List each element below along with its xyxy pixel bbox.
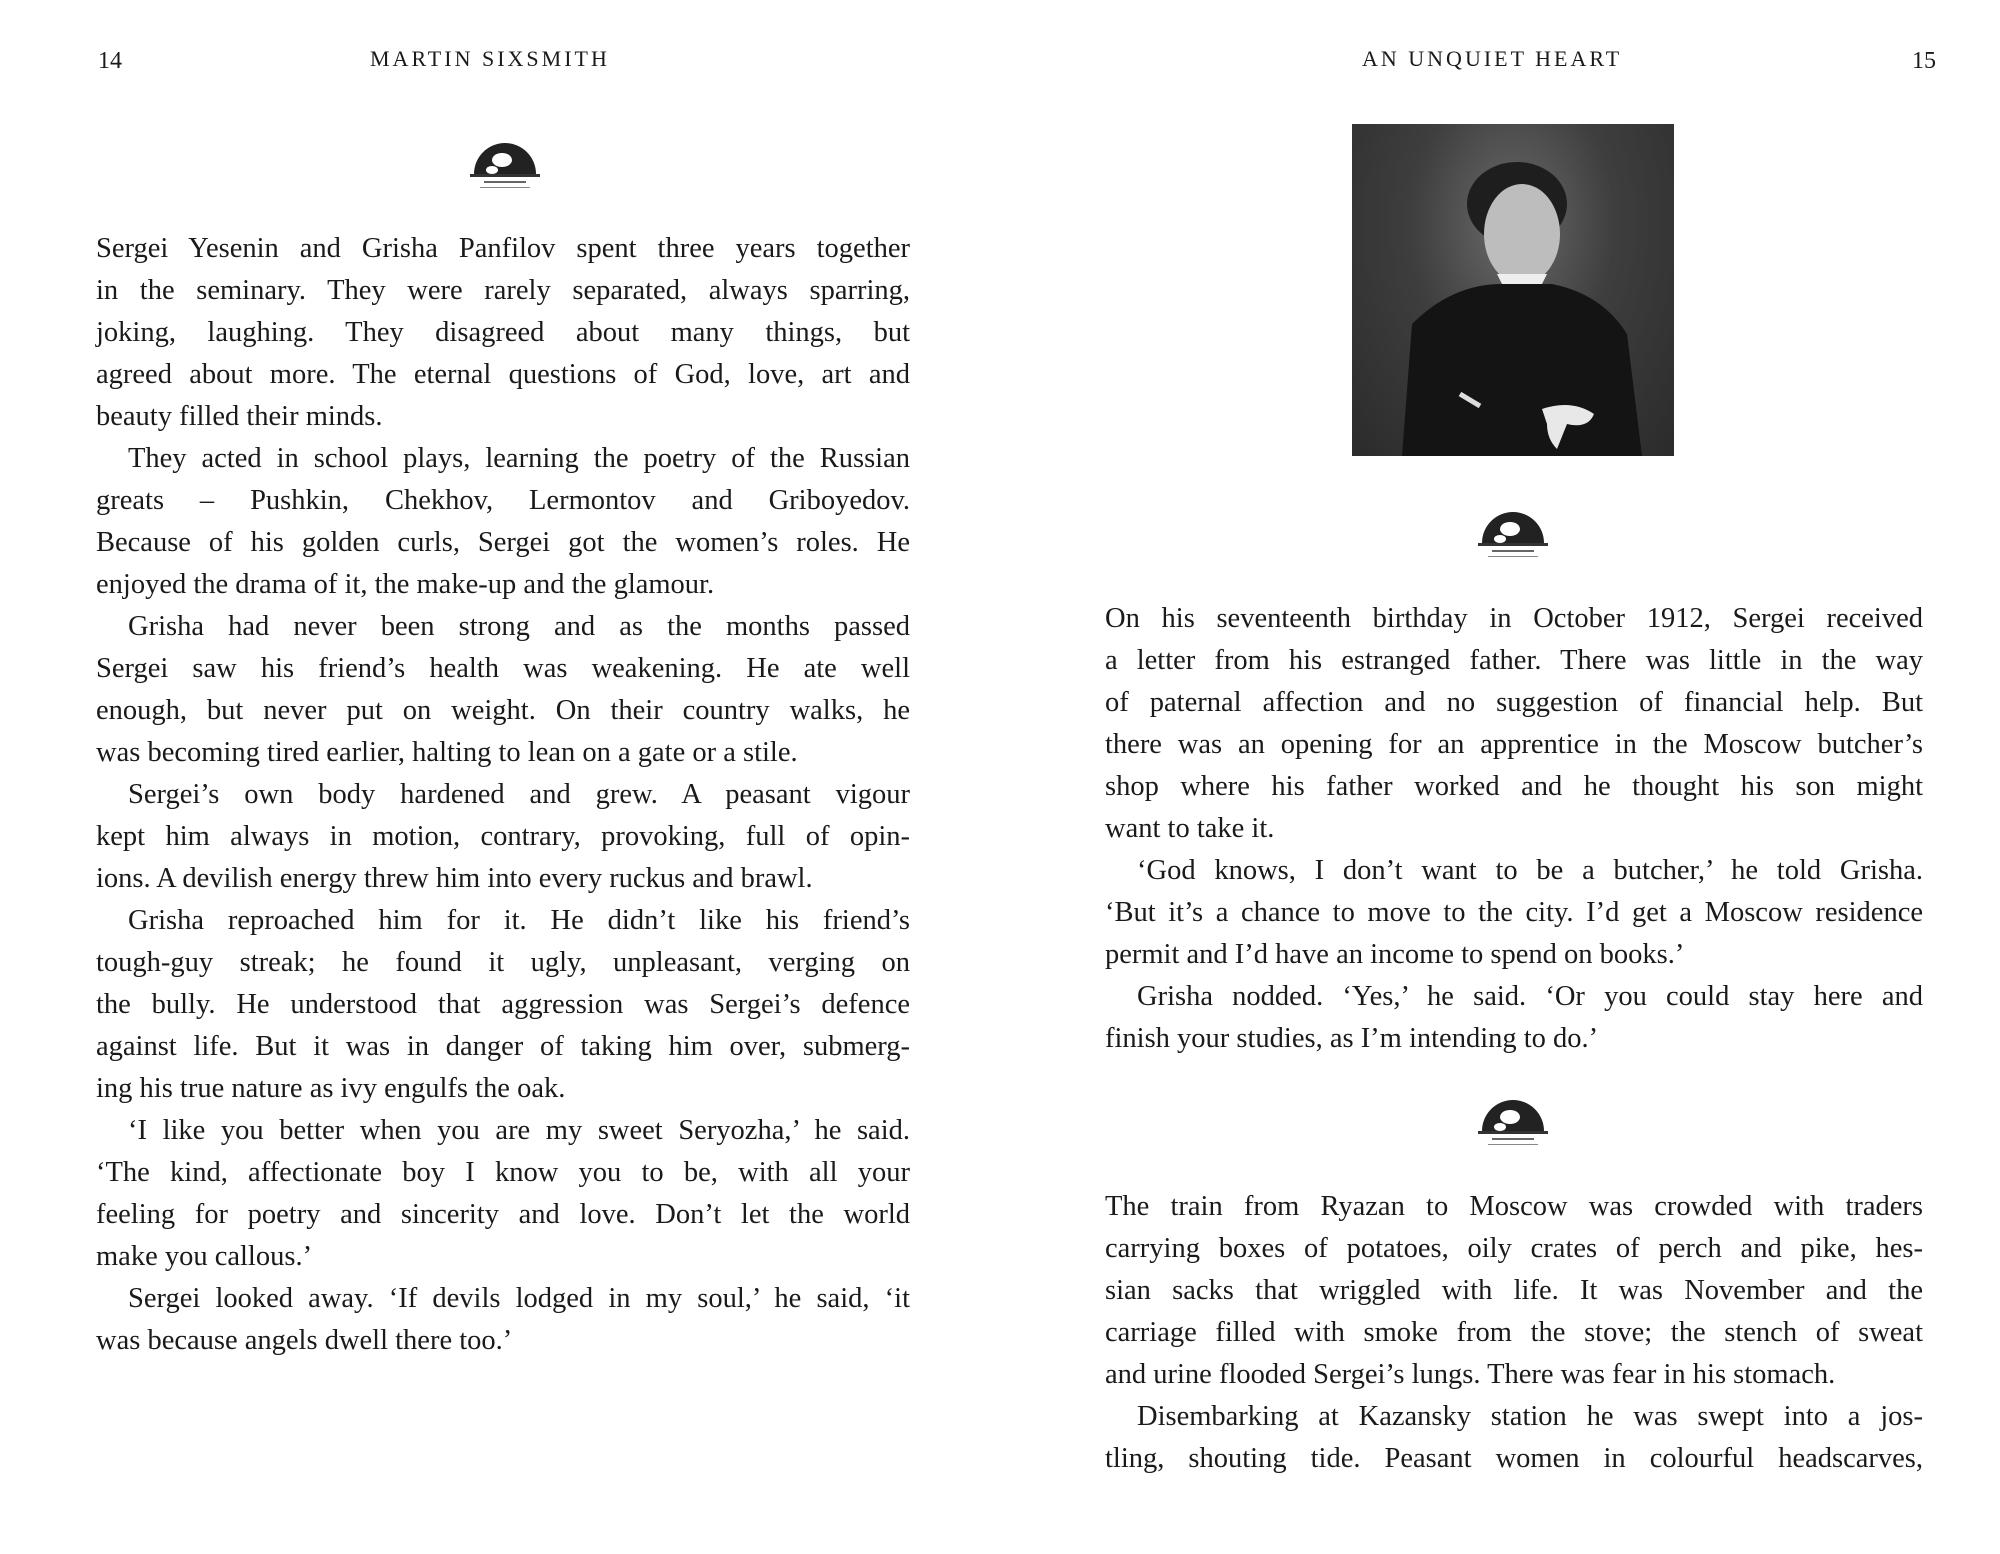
text-line: Sergei’s own body hardened and grew. A peasant vigour: [128, 779, 910, 810]
page-number: 15: [1912, 48, 1936, 74]
section-ornament-icon: [1476, 508, 1550, 562]
paragraph: [1105, 976, 1923, 1060]
text-line: kept him always in motion, contrary, provoking, full of opin-: [96, 821, 910, 852]
text-line: carrying boxes of potatoes, oily crates of perch and pike, hes-: [1105, 1233, 1923, 1264]
text-line: shop where his father worked and he thought his son might: [1105, 771, 1923, 802]
text-line: Sergei saw his friend’s health was weakening. He ate well: [96, 653, 910, 684]
page-number: 14: [98, 48, 122, 74]
text-line: the bully. He understood that aggression was Sergei’s defence: [96, 989, 910, 1020]
section-ornament-icon: [1476, 1096, 1550, 1150]
right-body-text-1: [1105, 598, 1923, 1060]
text-line: The train from Ryazan to Moscow was crowded with traders: [1105, 1191, 1923, 1222]
paragraph: [1105, 850, 1923, 976]
paragraph: [1105, 598, 1923, 850]
text-line: was becoming tired earlier, halting to lean on a gate or a stile.: [96, 737, 798, 768]
right-body-text-2: [1105, 1186, 1923, 1480]
portrait-photo: [1352, 124, 1674, 456]
text-line: greats – Pushkin, Chekhov, Lermontov and Griboyedov.: [96, 485, 910, 516]
text-line: Grisha reproached him for it. He didn’t like his friend’s: [128, 905, 910, 936]
text-line: ‘But it’s a chance to move to the city. I’d get a Moscow residence: [1105, 897, 1923, 928]
text-line: tough-guy streak; he found it ugly, unpleasant, verging on: [96, 947, 910, 978]
text-line: Because of his golden curls, Sergei got the women’s roles. He: [96, 527, 910, 558]
paragraph: [96, 438, 910, 606]
text-line: ions. A devilish energy threw him into every ruckus and brawl.: [96, 863, 813, 894]
text-line: sian sacks that wriggled with life. It was November and the: [1105, 1275, 1923, 1306]
text-line: ‘The kind, affectionate boy I know you to be, with all your: [96, 1157, 910, 1188]
paragraph: [96, 1110, 910, 1278]
left-body-text: [96, 228, 910, 1362]
portrait-image-icon: [1352, 124, 1674, 456]
text-line: Sergei Yesenin and Grisha Panfilov spent three years together: [96, 233, 910, 264]
text-line: On his seventeenth birthday in October 1912, Sergei received: [1105, 603, 1923, 634]
text-line: enjoyed the drama of it, the make-up and the glamour.: [96, 569, 715, 600]
text-line: finish your studies, as I’m intending to do.’: [1105, 1023, 1599, 1054]
text-line: was because angels dwell there too.’: [96, 1325, 513, 1356]
text-line: Grisha nodded. ‘Yes,’ he said. ‘Or you could stay here and: [1137, 981, 1923, 1012]
text-line: ‘God knows, I don’t want to be a butcher,’ he told Grisha.: [1137, 855, 1923, 886]
paragraph: [96, 606, 910, 774]
paragraph: [96, 774, 910, 900]
text-line: there was an opening for an apprentice in the Moscow butcher’s: [1105, 729, 1923, 760]
paragraph: [1105, 1186, 1923, 1396]
text-line: Disembarking at Kazansky station he was swept into a jos-: [1137, 1401, 1923, 1432]
text-line: a letter from his estranged father. There was little in the way: [1105, 645, 1923, 676]
text-line: agreed about more. The eternal questions of God, love, art and: [96, 359, 910, 390]
text-line: of paternal affection and no suggestion of financial help. But: [1105, 687, 1923, 718]
text-line: in the seminary. They were rarely separated, always sparring,: [96, 275, 910, 306]
text-line: ing his true nature as ivy engulfs the oak.: [96, 1073, 566, 1104]
running-head: AN UNQUIET HEART: [1362, 46, 1623, 71]
text-line: joking, laughing. They disagreed about many things, but: [96, 317, 910, 348]
text-line: and urine flooded Sergei’s lungs. There was fear in his stomach.: [1105, 1359, 1836, 1390]
text-line: They acted in school plays, learning the poetry of the Russian: [128, 443, 910, 474]
text-line: tling, shouting tide. Peasant women in colourful headscarves,: [1105, 1443, 1923, 1474]
text-line: feeling for poetry and sincerity and love. Don’t let the world: [96, 1199, 910, 1230]
paragraph: [96, 228, 910, 438]
paragraph: [1105, 1396, 1923, 1480]
text-line: permit and I’d have an income to spend on books.’: [1105, 939, 1685, 970]
text-line: make you callous.’: [96, 1241, 313, 1272]
paragraph: [96, 900, 910, 1110]
text-line: against life. But it was in danger of taking him over, submerg-: [96, 1031, 910, 1062]
text-line: want to take it.: [1105, 813, 1275, 844]
running-head: MARTIN SIXSMITH: [370, 46, 610, 71]
text-line: Sergei looked away. ‘If devils lodged in my soul,’ he said, ‘it: [128, 1283, 910, 1314]
text-line: enough, but never put on weight. On their country walks, he: [96, 695, 910, 726]
text-line: beauty filled their minds.: [96, 401, 383, 432]
text-line: ‘I like you better when you are my sweet Seryozha,’ he said.: [128, 1115, 910, 1146]
section-ornament-icon: [468, 140, 542, 192]
text-line: Grisha had never been strong and as the months passed: [128, 611, 910, 642]
paragraph: [96, 1278, 910, 1362]
text-line: carriage filled with smoke from the stove; the stench of sweat: [1105, 1317, 1923, 1348]
